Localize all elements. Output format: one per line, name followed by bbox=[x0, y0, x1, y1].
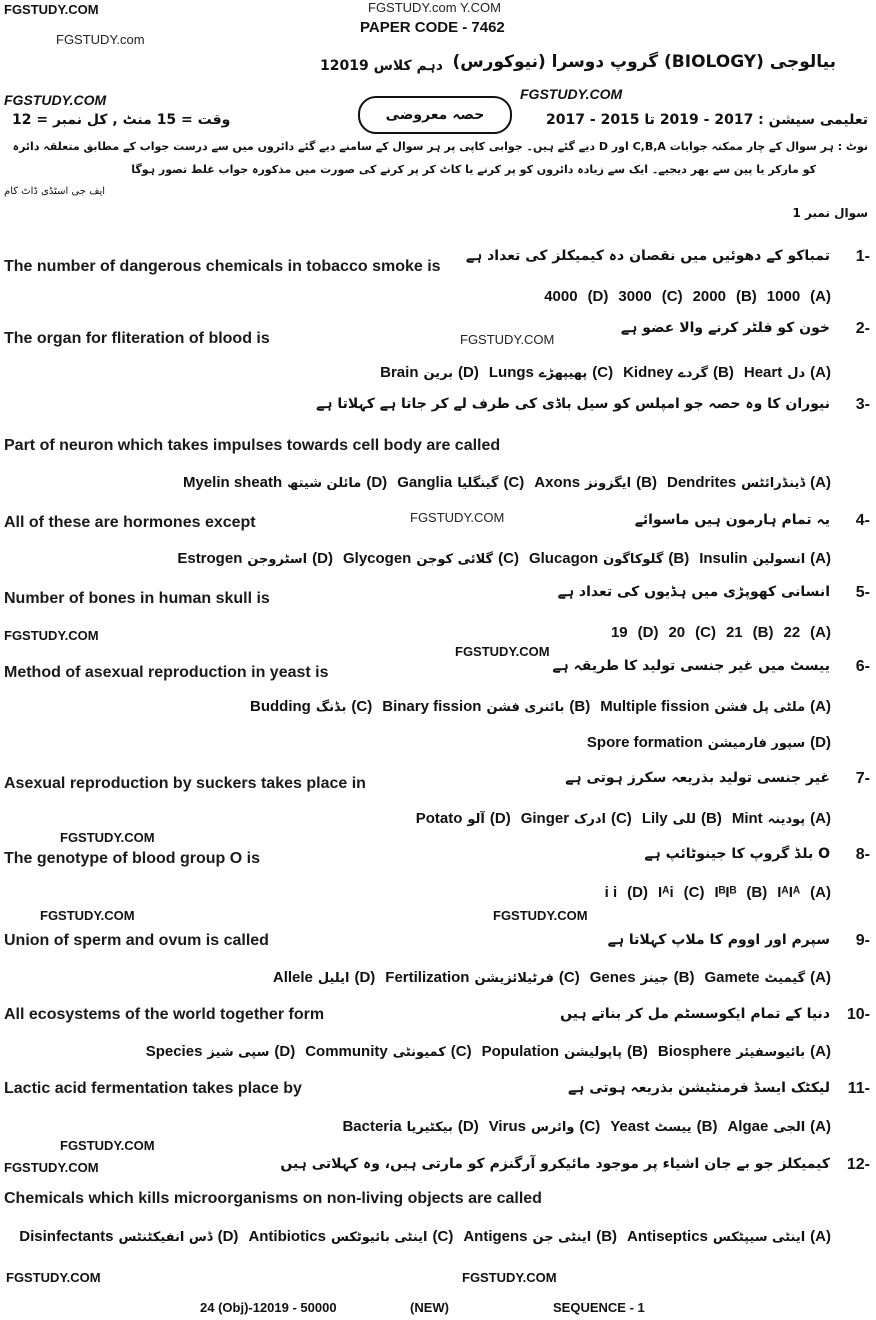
option-a[interactable] bbox=[667, 474, 831, 491]
option-a[interactable] bbox=[777, 884, 831, 901]
question-number: 1- bbox=[855, 248, 870, 265]
option-b[interactable] bbox=[610, 1118, 717, 1135]
option-d[interactable] bbox=[605, 884, 648, 901]
option-letter: (C) bbox=[498, 550, 519, 567]
option-d[interactable] bbox=[146, 1043, 296, 1060]
option-a[interactable] bbox=[627, 1228, 831, 1245]
question-number: 9- bbox=[855, 932, 870, 949]
option-english: Fertilization bbox=[385, 969, 470, 986]
option-urdu: ادرک bbox=[574, 812, 606, 827]
option-urdu: اسٹروجن bbox=[247, 552, 308, 567]
option-a[interactable] bbox=[704, 969, 831, 986]
option-letter: (A) bbox=[810, 364, 831, 381]
option-c[interactable] bbox=[250, 698, 372, 715]
option-a[interactable] bbox=[600, 698, 831, 715]
option-urdu: آلو bbox=[467, 812, 485, 827]
option-english: Yeast bbox=[610, 1118, 650, 1135]
question-english: All of these are hormones except bbox=[4, 514, 256, 531]
option-letter: (A) bbox=[810, 969, 831, 986]
option-d[interactable] bbox=[19, 1228, 238, 1245]
option-d[interactable] bbox=[183, 474, 387, 491]
question-urdu: سپرم اور اووم کا ملاپ کہلاتا ہے bbox=[607, 932, 830, 948]
option-a[interactable] bbox=[767, 288, 831, 305]
question-number: 5- bbox=[855, 584, 870, 601]
option-urdu: فرٹیلائزیشن bbox=[474, 971, 554, 986]
question-english: All ecosystems of the world together form bbox=[4, 1006, 325, 1023]
paper-code: PAPER CODE - 7462 bbox=[360, 19, 505, 36]
option-letter: (A) bbox=[810, 288, 831, 305]
option-english: Species bbox=[145, 1043, 203, 1060]
option-urdu: ایگزونز bbox=[585, 476, 632, 491]
option-a[interactable] bbox=[727, 1118, 831, 1135]
option-letter: (A) bbox=[810, 1043, 831, 1060]
question-english: The number of dangerous chemicals in tobacco smoke is bbox=[4, 258, 441, 275]
watermark: ایف جی اسٹڈی ڈاٹ کام bbox=[4, 186, 106, 197]
option-urdu: گلوکاگون bbox=[603, 552, 664, 567]
option-urdu: الجی bbox=[773, 1120, 806, 1135]
option-letter: (C) bbox=[432, 1228, 454, 1245]
option-english: Disinfectants bbox=[19, 1228, 114, 1245]
option-letter: (B) bbox=[746, 884, 768, 901]
watermark: FGSTUDY.COM bbox=[493, 908, 588, 923]
option-a[interactable] bbox=[699, 550, 831, 567]
option-english: 2000 bbox=[692, 288, 726, 305]
option-english: Myelin sheath bbox=[182, 474, 283, 491]
option-b[interactable] bbox=[714, 884, 767, 901]
option-urdu: ڈس انفیکٹنٹس bbox=[118, 1230, 213, 1245]
option-letter: (A) bbox=[810, 810, 831, 827]
option-letter: (B) bbox=[668, 550, 690, 567]
option-english: Axons bbox=[534, 474, 581, 491]
options-row bbox=[611, 624, 831, 641]
option-letter: (D) bbox=[312, 550, 333, 567]
option-b[interactable] bbox=[642, 810, 722, 827]
options-row bbox=[250, 698, 831, 715]
option-english: Lungs bbox=[488, 364, 534, 381]
option-english: Bacteria bbox=[342, 1118, 402, 1135]
option-urdu: للی bbox=[672, 812, 696, 827]
options-row bbox=[416, 810, 831, 827]
watermark: FGSTUDY.COM bbox=[4, 92, 107, 108]
option-urdu: گیمیٹ bbox=[764, 971, 806, 986]
option-english: Allele bbox=[272, 969, 313, 986]
option-letter: (B) bbox=[627, 1043, 648, 1060]
options-row bbox=[146, 1043, 831, 1060]
question-number: 12- bbox=[846, 1156, 870, 1173]
option-english: Lily bbox=[641, 810, 668, 827]
option-english: Antigens bbox=[463, 1228, 528, 1245]
option-c[interactable] bbox=[521, 810, 632, 827]
option-d[interactable] bbox=[587, 734, 831, 751]
footer-code: 24 (Obj)-12019 - 50000 bbox=[200, 1300, 337, 1315]
watermark: FGSTUDY.COM bbox=[4, 628, 99, 643]
option-english: Dendrites bbox=[666, 474, 737, 491]
question-number: 8- bbox=[855, 846, 870, 863]
instructions-line-2: کو مارکر یا پین سے بھر دیجیے۔ ایک سے زیادہ دائروں کو پر کرنے یا کاٹ کر پر کرنے کی صورت میں مذکورہ جواب غلط تصور ہوگا bbox=[131, 163, 816, 176]
option-urdu: ییسٹ bbox=[654, 1120, 692, 1135]
option-urdu: کمیونٹی bbox=[392, 1045, 446, 1060]
question-urdu: تمباکو کے دھوئیں میں نقصان دہ کیمیکلز کی تعداد ہے bbox=[465, 248, 830, 264]
options-row bbox=[587, 734, 831, 751]
watermark: FGSTUDY.COM bbox=[6, 1270, 101, 1285]
options-row bbox=[342, 1118, 831, 1135]
option-english: Ganglia bbox=[397, 474, 453, 491]
option-urdu: بڈنگ bbox=[315, 700, 347, 715]
session: تعلیمی سیشن : 2017 - 2019 تا 2015 - 2017 bbox=[546, 112, 868, 128]
option-letter: (C) bbox=[558, 969, 580, 986]
question-english: Lactic acid fermentation takes place by bbox=[4, 1080, 302, 1097]
option-english: 21 bbox=[725, 624, 743, 641]
question-urdu: دنیا کے تمام ایکوسسٹم مل کر بناتے ہیں bbox=[560, 1006, 830, 1022]
option-english: IᴬIᴬ bbox=[777, 884, 801, 901]
option-english: 22 bbox=[783, 624, 801, 641]
option-b[interactable] bbox=[623, 364, 734, 381]
watermark: FGSTUDY.COM bbox=[4, 1160, 99, 1175]
option-english: Binary fission bbox=[382, 698, 482, 715]
option-letter: (A) bbox=[810, 550, 831, 567]
option-b[interactable] bbox=[463, 1228, 617, 1245]
option-english: 4000 bbox=[544, 288, 578, 305]
watermark: FGSTUDY.COM bbox=[455, 644, 550, 659]
question-number: 11- bbox=[847, 1080, 870, 1097]
question-number: 2- bbox=[855, 320, 870, 337]
option-letter: (D) bbox=[274, 1043, 296, 1060]
option-d[interactable] bbox=[611, 624, 659, 641]
question-english: Asexual reproduction by suckers takes place in bbox=[4, 775, 366, 792]
option-english: 1000 bbox=[766, 288, 801, 305]
option-urdu: ملٹی پل فشن bbox=[714, 700, 806, 715]
footer-sequence: SEQUENCE - 1 bbox=[553, 1300, 645, 1315]
question-english: Part of neuron which takes impulses towards cell body are called bbox=[4, 437, 501, 454]
option-letter: (D) bbox=[637, 624, 659, 641]
option-urdu: وائرس bbox=[530, 1120, 575, 1135]
option-english: Heart bbox=[743, 364, 783, 381]
question-english: Number of bones in human skull is bbox=[4, 590, 270, 607]
question-number: 7- bbox=[855, 770, 870, 787]
option-c[interactable] bbox=[618, 288, 682, 305]
option-english: Population bbox=[481, 1043, 560, 1060]
option-a[interactable] bbox=[658, 1043, 831, 1060]
option-letter: (D) bbox=[354, 969, 376, 986]
question-urdu: انسانی کھوپڑی میں ہڈیوں کی تعداد ہے bbox=[557, 584, 830, 600]
class-label: دہم کلاس 12019 bbox=[320, 58, 443, 74]
option-b[interactable] bbox=[726, 624, 774, 641]
option-letter: (C) bbox=[695, 624, 716, 641]
option-d[interactable] bbox=[380, 364, 479, 381]
option-letter: (A) bbox=[810, 474, 831, 491]
question-english: The organ for fliteration of blood is bbox=[4, 330, 270, 347]
option-urdu: دل bbox=[787, 366, 806, 381]
option-urdu: مائلن شیتھ bbox=[287, 476, 362, 491]
option-c[interactable] bbox=[489, 364, 613, 381]
option-b[interactable] bbox=[693, 288, 757, 305]
option-letter: (C) bbox=[661, 288, 683, 305]
watermark: FGSTUDY.COM bbox=[4, 2, 99, 17]
subject-title: بیالوجی (BIOLOGY) گروپ دوسرا (نیوکورس) bbox=[452, 52, 836, 72]
option-urdu: انسولین bbox=[752, 552, 806, 567]
option-c[interactable] bbox=[668, 624, 716, 641]
option-english: Community bbox=[305, 1043, 388, 1060]
option-letter: (B) bbox=[596, 1228, 618, 1245]
option-letter: (C) bbox=[592, 364, 614, 381]
question-english: Method of asexual reproduction in yeast is bbox=[4, 664, 329, 681]
watermark: FGSTUDY.com Y.COM bbox=[368, 0, 501, 15]
option-urdu: بیکٹیریا bbox=[406, 1120, 453, 1135]
option-english: Antiseptics bbox=[627, 1228, 708, 1245]
option-english: Glycogen bbox=[342, 550, 412, 567]
option-letter: (D) bbox=[217, 1228, 239, 1245]
option-urdu: برین bbox=[423, 366, 454, 381]
option-c[interactable] bbox=[248, 1228, 453, 1245]
option-english: IᴮIᴮ bbox=[714, 884, 737, 901]
option-letter: (A) bbox=[810, 884, 831, 901]
option-urdu: پودینہ bbox=[767, 812, 806, 827]
option-urdu: گلائی کوجن bbox=[416, 552, 494, 567]
watermark: FGSTUDY.COM bbox=[60, 1138, 155, 1153]
option-b[interactable] bbox=[382, 698, 590, 715]
options-row bbox=[273, 969, 831, 986]
option-letter: (D) bbox=[627, 884, 648, 901]
question-urdu: یہ تمام ہارمون ہیں ماسوائے bbox=[634, 512, 830, 528]
option-letter: (C) bbox=[683, 884, 705, 901]
option-letter: (A) bbox=[810, 1118, 831, 1135]
option-letter: (A) bbox=[810, 624, 831, 641]
option-d[interactable] bbox=[342, 1118, 478, 1135]
question-number: 3- bbox=[855, 396, 870, 413]
option-english: Gamete bbox=[704, 969, 760, 986]
watermark: FGSTUDY.COM bbox=[60, 830, 155, 845]
footer-new: (NEW) bbox=[410, 1300, 449, 1315]
option-a[interactable] bbox=[732, 810, 831, 827]
option-d[interactable] bbox=[544, 288, 608, 305]
options-row bbox=[177, 550, 831, 567]
option-letter: (D) bbox=[587, 288, 609, 305]
option-c[interactable] bbox=[385, 969, 579, 986]
option-english: Mint bbox=[731, 810, 763, 827]
option-urdu: اینٹی سیپٹکس bbox=[712, 1230, 806, 1245]
option-letter: (B) bbox=[569, 698, 591, 715]
option-letter: (C) bbox=[610, 810, 632, 827]
option-english: 20 bbox=[668, 624, 686, 641]
watermark: FGSTUDY.COM bbox=[460, 332, 555, 347]
watermark: FGSTUDY.COM bbox=[410, 510, 505, 525]
option-c[interactable] bbox=[305, 1043, 471, 1060]
question-number: 6- bbox=[855, 658, 870, 675]
option-letter: (A) bbox=[810, 1228, 831, 1245]
option-letter: (B) bbox=[735, 288, 757, 305]
option-english: Multiple fission bbox=[600, 698, 710, 715]
option-english: Budding bbox=[250, 698, 311, 715]
option-english: Spore formation bbox=[586, 734, 703, 751]
options-row bbox=[380, 364, 831, 381]
option-b[interactable] bbox=[590, 969, 695, 986]
option-english: Virus bbox=[488, 1118, 526, 1135]
option-letter: (D) bbox=[366, 474, 388, 491]
option-c[interactable] bbox=[489, 1118, 601, 1135]
option-urdu: بائنری فشن bbox=[486, 700, 565, 715]
option-english: 19 bbox=[610, 624, 628, 641]
option-letter: (C) bbox=[503, 474, 525, 491]
option-letter: (B) bbox=[636, 474, 657, 491]
question-english: Chemicals which kills microorganisms on non-living objects are called bbox=[4, 1190, 542, 1207]
option-letter: (C) bbox=[351, 698, 373, 715]
option-english: Kidney bbox=[623, 364, 674, 381]
question-number: 4- bbox=[855, 512, 870, 529]
instructions-line-1: نوٹ : ہر سوال کے چار ممکنہ جوابات C,B,A اور D دیے گئے ہیں۔ جوابی کاپی پر ہر سوال کے سامنے دیے گئے دائروں میں سے درست جواب کے مطابق متعلقہ دائرہ bbox=[12, 140, 868, 153]
options-row bbox=[19, 1228, 831, 1245]
question-urdu: نیوران کا وہ حصہ جو امپلس کو سیل باڈی کی طرف لے کر جاتا ہے کہلاتا ہے bbox=[316, 396, 830, 412]
option-english: Iᴬi bbox=[658, 884, 674, 901]
question-english: The genotype of blood group O is bbox=[4, 850, 260, 867]
option-letter: (C) bbox=[450, 1043, 472, 1060]
option-urdu: جینز bbox=[640, 971, 669, 986]
option-urdu: گینگلیا bbox=[457, 476, 499, 491]
option-english: Insulin bbox=[699, 550, 748, 567]
option-b[interactable] bbox=[534, 474, 657, 491]
option-urdu: پاپولیشن bbox=[564, 1045, 623, 1060]
option-letter: (D) bbox=[458, 364, 479, 381]
section-badge: حصہ معروضی bbox=[358, 96, 512, 134]
option-english: Biosphere bbox=[657, 1043, 732, 1060]
watermark: FGSTUDY.COM bbox=[40, 908, 135, 923]
option-english: Potato bbox=[415, 810, 463, 827]
option-letter: (D) bbox=[810, 734, 831, 751]
question-urdu: کیمیکلز جو بے جان اشیاء پر موجود مائیکرو آرگنزم کو مارتی ہیں، وہ کہلاتی ہیں bbox=[280, 1156, 830, 1172]
question-number: 10- bbox=[846, 1006, 870, 1023]
watermark: FGSTUDY.com bbox=[56, 32, 145, 47]
option-english: Genes bbox=[589, 969, 636, 986]
question-urdu: خون کو فلٹر کرنے والا عضو ہے bbox=[620, 320, 830, 336]
option-urdu: ایلیل bbox=[317, 971, 350, 986]
option-letter: (B) bbox=[713, 364, 734, 381]
option-urdu: سپی شیز bbox=[207, 1045, 270, 1060]
option-english: Estrogen bbox=[177, 550, 243, 567]
option-c[interactable] bbox=[343, 550, 519, 567]
option-letter: (D) bbox=[457, 1118, 479, 1135]
option-urdu: اینٹی جن bbox=[532, 1230, 592, 1245]
time-marks: وقت = 15 منٹ , کل نمبر = 12 bbox=[12, 112, 231, 128]
options-row bbox=[183, 474, 831, 491]
option-english: i i bbox=[604, 884, 618, 901]
option-english: Brain bbox=[380, 364, 419, 381]
option-letter: (D) bbox=[489, 810, 511, 827]
option-c[interactable] bbox=[397, 474, 524, 491]
option-letter: (A) bbox=[810, 698, 831, 715]
option-c[interactable] bbox=[658, 884, 704, 901]
option-english: 3000 bbox=[618, 288, 652, 305]
question-urdu: O بلڈ گروپ کا جینوٹائپ ہے bbox=[644, 846, 830, 862]
option-urdu: بائیوسفیئر bbox=[736, 1045, 806, 1060]
option-d[interactable] bbox=[177, 550, 333, 567]
option-letter: (B) bbox=[673, 969, 695, 986]
watermark: FGSTUDY.COM bbox=[462, 1270, 557, 1285]
option-letter: (C) bbox=[579, 1118, 601, 1135]
option-english: Algae bbox=[727, 1118, 769, 1135]
option-d[interactable] bbox=[416, 810, 511, 827]
option-letter: (B) bbox=[701, 810, 722, 827]
option-urdu: گردے bbox=[678, 366, 709, 381]
option-urdu: سپور فارمیشن bbox=[707, 736, 806, 751]
options-row bbox=[544, 288, 831, 305]
option-english: Antibiotics bbox=[248, 1228, 326, 1245]
option-a[interactable] bbox=[783, 624, 831, 641]
option-d[interactable] bbox=[273, 969, 375, 986]
watermark: FGSTUDY.COM bbox=[520, 86, 623, 102]
option-urdu: ڈینڈرائٹس bbox=[741, 476, 806, 491]
question-label: سوال نمبر 1 bbox=[792, 206, 868, 220]
option-english: Ginger bbox=[520, 810, 570, 827]
question-urdu: غیر جنسی تولید بذریعہ سکرز ہوتی ہے bbox=[565, 770, 830, 786]
option-english: Glucagon bbox=[528, 550, 599, 567]
question-urdu: ییسٹ میں غیر جنسی تولید کا طریقہ ہے bbox=[552, 658, 830, 674]
option-urdu: اینٹی بائیوٹکس bbox=[330, 1230, 428, 1245]
option-b[interactable] bbox=[482, 1043, 648, 1060]
question-english: Union of sperm and ovum is called bbox=[4, 932, 269, 949]
option-a[interactable] bbox=[744, 364, 831, 381]
option-urdu: پھیپھڑے bbox=[538, 366, 588, 381]
option-letter: (B) bbox=[752, 624, 774, 641]
option-b[interactable] bbox=[529, 550, 689, 567]
option-letter: (B) bbox=[696, 1118, 718, 1135]
question-urdu: لیکٹک ایسڈ فرمنٹیشن بذریعہ ہوتی ہے bbox=[567, 1080, 830, 1096]
options-row bbox=[605, 884, 831, 901]
